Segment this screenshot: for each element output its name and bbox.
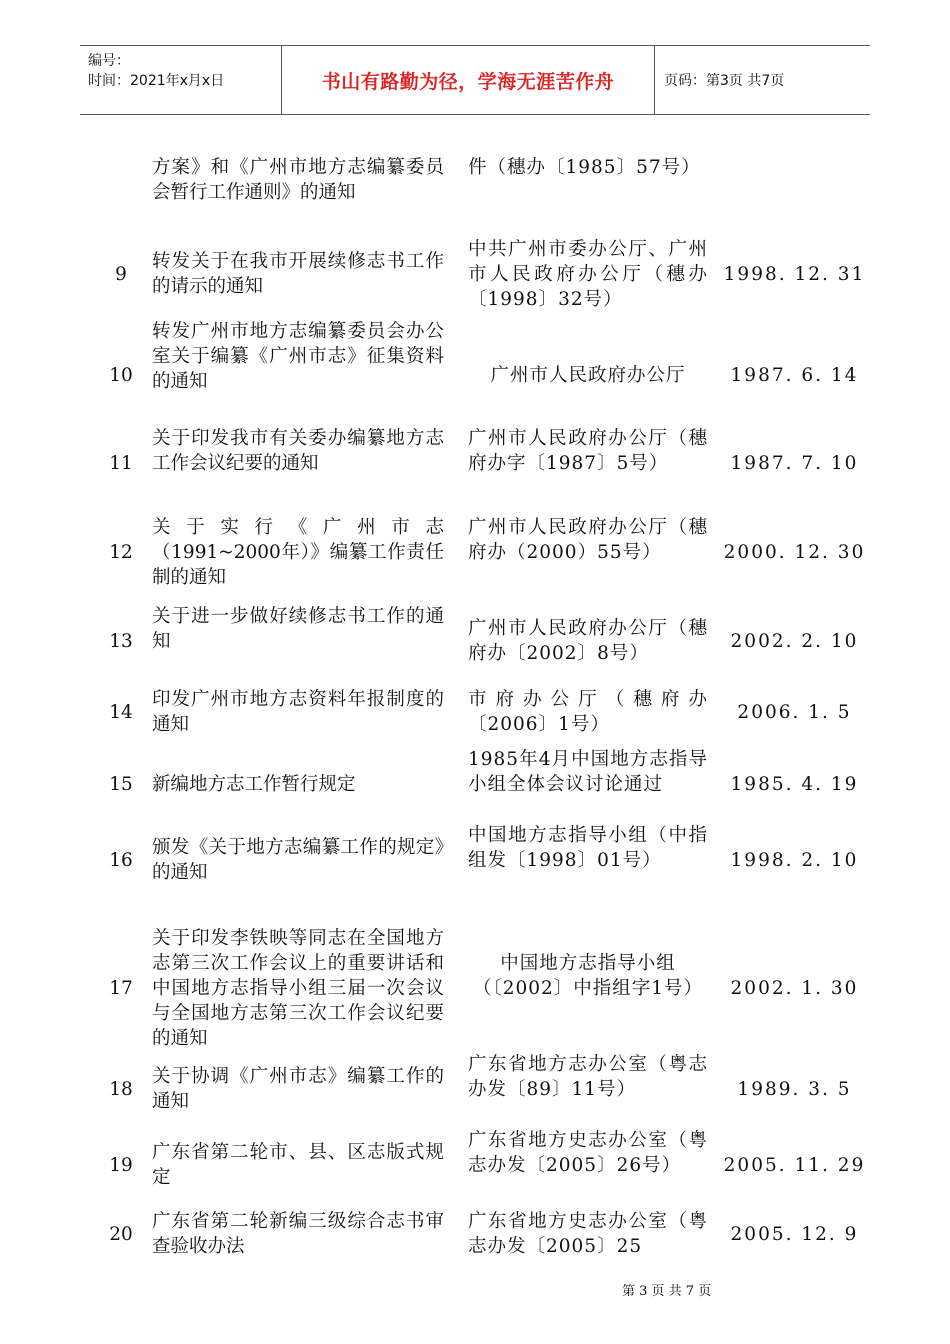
doc-number-label: 编号： [88,53,130,69]
row-date: 2006. 1. 5 [737,702,852,723]
row-issuer: 中国地方志指导小组（〔2002〕中指组字1号） [472,953,704,999]
header-page-info: 页码：第3页 共7页 [664,73,785,89]
row-date: 1985. 4. 19 [730,774,859,795]
row-date: 1987. 7. 10 [730,453,859,474]
row-issuer: 广东省地方史志办公室（粤志办发〔2005〕25 [468,1211,708,1257]
doc-time-label: 时间：2021年x月x日 [88,73,225,89]
row-date: 1998. 12. 31 [723,264,866,285]
row-number: 17 [109,978,133,999]
row-number: 18 [109,1079,133,1100]
row-number: 9 [115,264,127,285]
row-title: 关于实行《广州市志（1991~2000年）》编纂工作责任制的通知 [152,517,444,588]
row-issuer: 中国地方志指导小组（中指组发〔1998〕01号） [468,825,708,871]
row-issuer: 广州市人民政府办公厅（穗府办（2000）55号） [468,517,708,563]
row-date: 1998. 2. 10 [730,850,859,871]
row-date: 2005. 11. 29 [723,1155,866,1176]
row-title: 关于印发李铁映等同志在全国地方志第三次工作会议上的重要讲话和中国地方志指导小组三届一次会议与全国地方志第三次工作会议纪要的通知 [152,928,444,1049]
row-issuer: 广东省地方史志办公室（粤志办发〔2005〕26号） [468,1130,708,1176]
row-title: 广东省第二轮新编三级综合志书审查验收办法 [152,1211,444,1257]
row-issuer: 广东省地方志办公室（粤志办发〔89〕11号） [468,1054,708,1100]
row-number: 10 [109,365,133,386]
row-title: 广东省第二轮市、县、区志版式规定 [152,1142,444,1188]
row-number: 20 [109,1224,133,1245]
row-issuer: 中共广州市委办公厅、广州市人民政府办公厅（穗办〔1998〕32号） [468,239,708,310]
row-date: 2000. 12. 30 [723,542,866,563]
row-issuer: 件（穗办〔1985〕57号） [468,157,701,178]
row-date: 1989. 3. 5 [737,1079,852,1100]
row-title: 方案》和《广州市地方志编纂委员会暂行工作通则》的通知 [152,157,444,203]
row-number: 15 [109,774,133,795]
row-title: 颁发《关于地方志编纂工作的规定》的通知 [152,837,444,883]
row-number: 13 [109,631,133,652]
row-title: 关于协调《广州市志》编纂工作的通知 [152,1066,444,1112]
page-header [80,45,870,115]
header-motto: 书山有路勤为径，学海无涯苦作舟 [282,46,655,114]
row-issuer: 广州市人民政府办公厅（穗府办〔2002〕8号） [468,618,708,664]
row-issuer: 1985年4月中国地方志指导小组全体会议讨论通过 [468,749,708,795]
row-title: 转发广州市地方志编纂委员会办公室关于编纂《广州市志》征集资料的通知 [152,321,444,392]
row-number: 16 [109,850,133,871]
row-number: 14 [109,702,133,723]
row-title: 转发关于在我市开展续修志书工作的请示的通知 [152,251,444,297]
row-title: 关于进一步做好续修志书工作的通知 [152,606,444,652]
row-title: 印发广州市地方志资料年报制度的通知 [152,689,444,735]
row-date: 2002. 2. 10 [730,631,859,652]
row-issuer: 广州市人民政府办公厅 [490,365,686,386]
page-footer: 第 3 页 共 7 页 [622,1284,712,1299]
row-date: 2005. 12. 9 [730,1224,859,1245]
row-issuer: 广州市人民政府办公厅（穗府办字〔1987〕5号） [468,428,708,474]
row-number: 12 [109,542,133,563]
row-title: 关于印发我市有关委办编纂地方志工作会议纪要的通知 [152,428,444,474]
row-issuer: 市府办公厅（穗府办〔2006〕1号） [468,689,708,735]
row-title: 新编地方志工作暂行规定 [152,774,356,795]
row-number: 11 [109,453,133,474]
row-date: 2002. 1. 30 [730,978,859,999]
row-number: 19 [109,1155,133,1176]
row-date: 1987. 6. 14 [730,365,859,386]
header-meta [80,46,282,114]
